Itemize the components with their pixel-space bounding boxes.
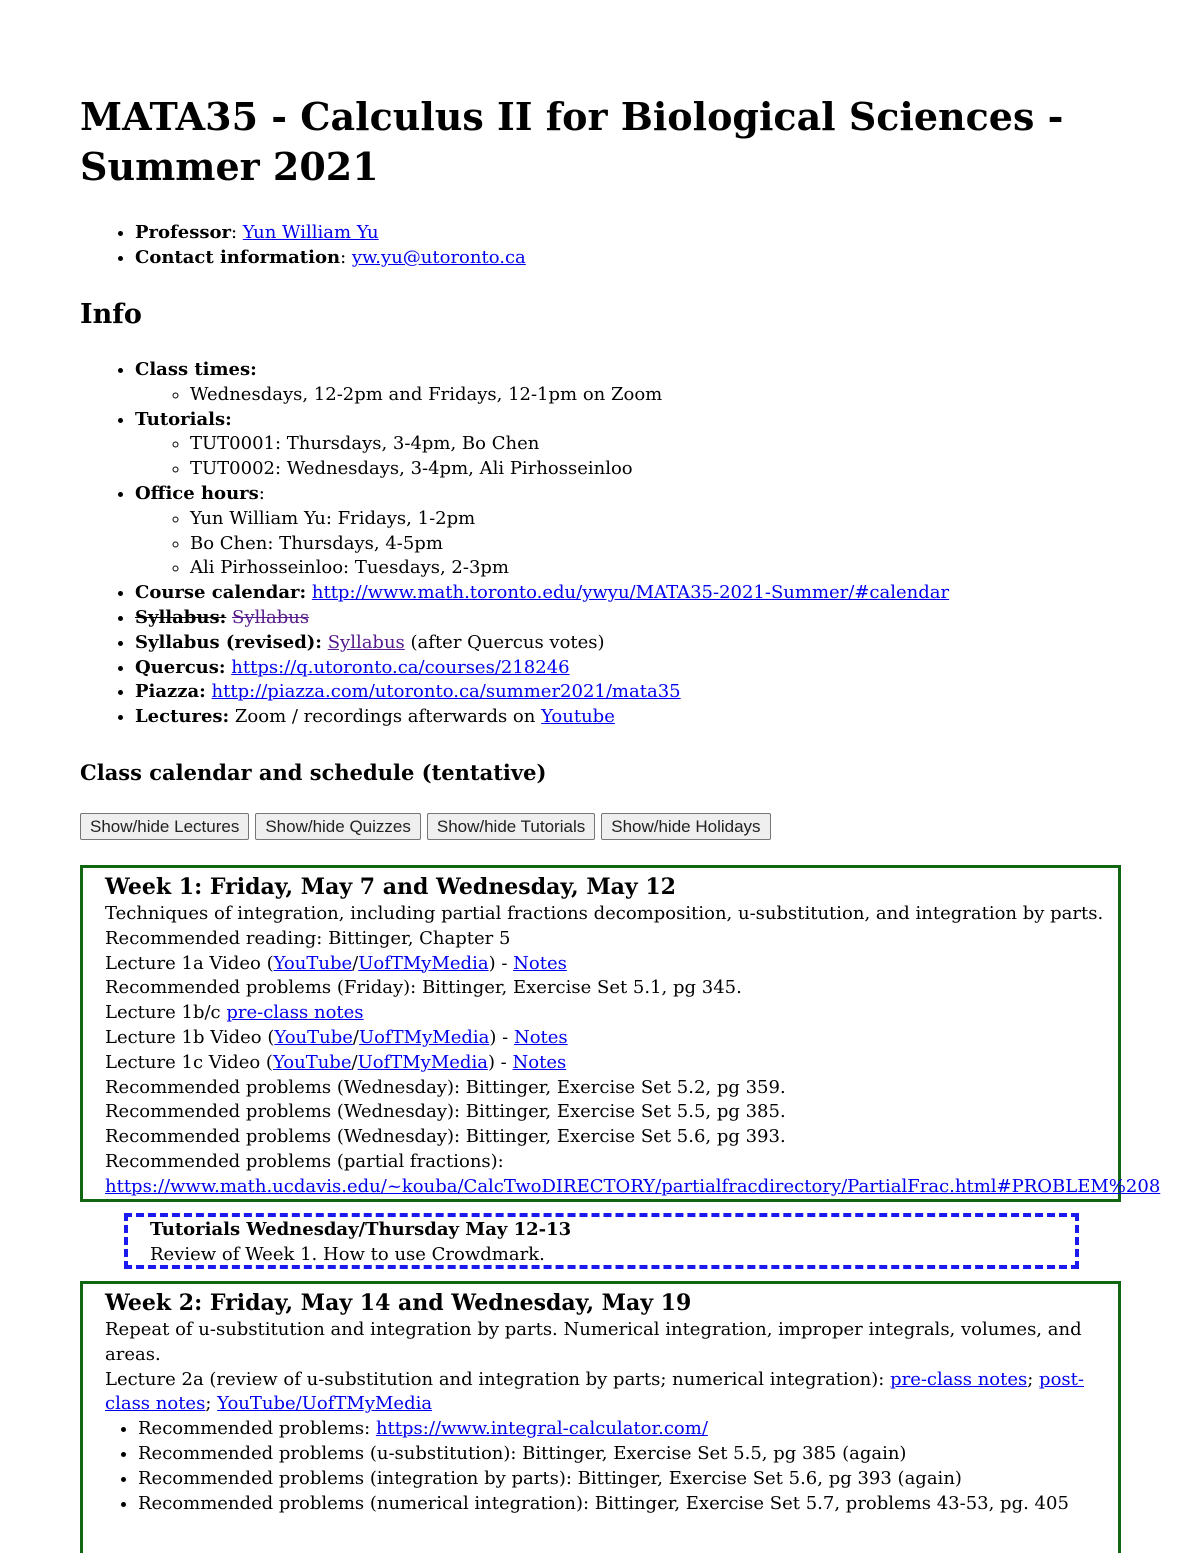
partial-fractions-link[interactable]: https://www.math.ucdavis.edu/~kouba/CalcTwoDIRECTORY/partialfracdirectory/PartialFrac.html#PROBLEM%208 bbox=[105, 1175, 1161, 1197]
tutorial-text: Review of Week 1. How to use Crowdmark. bbox=[150, 1243, 545, 1265]
lecture-1a-row: Lecture 1a Video (YouTube/UofTMyMedia) - Notes bbox=[105, 952, 567, 974]
toggle-holidays-button[interactable]: Show/hide Holidays bbox=[601, 813, 770, 840]
week-1-card bbox=[80, 865, 1161, 1202]
list-item bbox=[135, 408, 1200, 482]
youtube-mymedia-link[interactable]: YouTube/UofTMyMedia bbox=[217, 1393, 433, 1415]
lecture-1bc-row bbox=[105, 1001, 1118, 1026]
mymedia-link[interactable]: UofTMyMedia bbox=[358, 952, 489, 974]
office-hours-item: ◦ Ali Pirhosseinloo: Tuesdays, 2-3pm bbox=[190, 556, 1200, 581]
lectures-label: Lectures: bbox=[135, 706, 230, 728]
lecture-1bc-label: Lecture 1b/c bbox=[105, 1002, 221, 1024]
syllabus-note: (after Quercus votes) bbox=[410, 631, 605, 653]
calendar-label: Course calendar: bbox=[135, 582, 307, 604]
mymedia-link[interactable]: UofTMyMedia bbox=[357, 1051, 488, 1073]
office-hours-label: Office hours bbox=[135, 482, 259, 504]
integral-calculator-link[interactable]: https://www.integral-calculator.com/ bbox=[375, 1418, 708, 1440]
youtube-link[interactable]: YouTube bbox=[274, 1026, 353, 1048]
youtube-link[interactable]: Youtube bbox=[541, 706, 615, 728]
list-item bbox=[135, 606, 1200, 631]
mymedia-link[interactable]: UofTMyMedia bbox=[359, 1026, 490, 1048]
lectures-text: Zoom / recordings afterwards on bbox=[234, 706, 536, 728]
toggle-lectures-button[interactable]: Show/hide Lectures bbox=[80, 813, 249, 840]
problems-partial-label: Recommended problems (partial fractions): bbox=[105, 1150, 504, 1172]
preclass-notes-link[interactable]: pre-class notes bbox=[890, 1368, 1028, 1390]
toggle-quizzes-button[interactable]: Show/hide Quizzes bbox=[255, 813, 421, 840]
partial-fractions-row bbox=[105, 1175, 1161, 1200]
list-item bbox=[138, 1417, 1118, 1442]
schedule-heading: Class calendar and schedule (tentative) bbox=[80, 760, 547, 785]
piazza-link[interactable]: http://piazza.com/utoronto.ca/summer2021/mata35 bbox=[211, 681, 681, 703]
lecture-1a-label: Lecture 1a Video ( bbox=[105, 952, 274, 974]
tutorial-title: Tutorials Wednesday/Thursday May 12-13 bbox=[150, 1219, 572, 1240]
list-item bbox=[135, 581, 1200, 606]
tutorials-label: Tutorials: bbox=[135, 408, 232, 430]
week-1-reading: Recommended reading: Bittinger, Chapter 5 bbox=[105, 927, 511, 949]
piazza-label: Piazza: bbox=[135, 681, 206, 703]
list-item: • Contact information: yw.yu@utoronto.ca bbox=[135, 245, 526, 270]
list-item bbox=[135, 358, 1200, 408]
calendar-link[interactable]: http://www.math.toronto.edu/ywyu/MATA35-2021-Summer/#calendar bbox=[311, 582, 950, 604]
list-item: • Office hours: ◦ Yun William Yu: Fridays, 1-2pm ◦ Bo Chen: Thursdays, 4-5pm ◦ Ali Pirhosseinloo: Tuesdays, 2-3pm bbox=[135, 482, 1200, 581]
lecture-2a-row: Lecture 2a (review of u-substitution and integration by parts; numerical integration): pre-class notes; post-class notes; YouTube/UofTMyMedia bbox=[105, 1368, 1084, 1415]
page-title: MATA35 - Calculus II for Biological Sciences - Summer 2021 bbox=[80, 94, 1064, 189]
toggle-buttons bbox=[80, 813, 771, 840]
quercus-link[interactable]: https://q.utoronto.ca/courses/218246 bbox=[231, 656, 570, 678]
syllabus-old-link[interactable]: Syllabus bbox=[231, 606, 310, 628]
contact-label: Contact information bbox=[135, 247, 341, 268]
tutorial-item: ◦ TUT0001: Thursdays, 3-4pm, Bo Chen bbox=[190, 432, 1200, 457]
week-2-description: Repeat of u-substitution and integration by parts. Numerical integration, improper integrals, volumes, and areas. bbox=[105, 1319, 1082, 1365]
notes-link[interactable]: Notes bbox=[513, 1026, 568, 1048]
info-list bbox=[80, 358, 1200, 730]
office-hours-item: ◦ Yun William Yu: Fridays, 1-2pm bbox=[190, 507, 1200, 532]
professor-link[interactable]: Yun William Yu bbox=[242, 222, 379, 243]
list-item: • Recommended problems (integration by parts): Bittinger, Exercise Set 5.6, pg 393 (again) bbox=[138, 1467, 1118, 1492]
problems-wednesday: Recommended problems (Wednesday): Bittinger, Exercise Set 5.2, pg 359. bbox=[105, 1076, 786, 1098]
info-heading: Info bbox=[80, 299, 142, 330]
syllabus-revised-label: Syllabus (revised): bbox=[135, 631, 322, 653]
professor-label: Professor bbox=[135, 222, 231, 243]
contact-list bbox=[80, 220, 526, 270]
preclass-notes-link[interactable]: pre-class notes bbox=[226, 1002, 364, 1024]
problems-friday: Recommended problems (Friday): Bittinger, Exercise Set 5.1, pg 345. bbox=[105, 977, 742, 999]
list-item: • Recommended problems (u-substitution): Bittinger, Exercise Set 5.5, pg 385 (again) bbox=[138, 1442, 1118, 1467]
lecture-2a-label: Lecture 2a (review of u-substitution and integration by parts; numerical integration): bbox=[105, 1368, 885, 1390]
class-times-value: ◦ Wednesdays, 12-2pm and Fridays, 12-1pm on Zoom bbox=[190, 383, 1200, 408]
list-item: • Recommended problems (numerical integration): Bittinger, Exercise Set 5.7, problems 43-53, pg. 405 bbox=[138, 1492, 1118, 1517]
problems-wednesday: Recommended problems (Wednesday): Bittinger, Exercise Set 5.6, pg 393. bbox=[105, 1126, 786, 1148]
postclass-notes-link[interactable]: post-class notes bbox=[105, 1368, 1084, 1415]
list-item: • Professor: Yun William Yu bbox=[135, 220, 526, 245]
lecture-1c-label: Lecture 1c Video ( bbox=[105, 1051, 273, 1073]
email-link[interactable]: yw.yu@utoronto.ca bbox=[351, 247, 526, 268]
week-2-problems bbox=[105, 1417, 1118, 1516]
syllabus-revised-link[interactable]: Syllabus bbox=[327, 631, 405, 653]
youtube-link[interactable]: YouTube bbox=[272, 1051, 352, 1073]
list-item bbox=[135, 705, 1200, 730]
week-2-card bbox=[80, 1281, 1121, 1553]
notes-link[interactable]: Notes bbox=[512, 1051, 567, 1073]
list-item bbox=[135, 680, 1200, 705]
problems-wednesday: Recommended problems (Wednesday): Bittinger, Exercise Set 5.5, pg 385. bbox=[105, 1101, 786, 1123]
list-item bbox=[135, 631, 1200, 656]
toggle-tutorials-button[interactable]: Show/hide Tutorials bbox=[427, 813, 595, 840]
lecture-1c-row: Lecture 1c Video (YouTube/UofTMyMedia) - Notes bbox=[105, 1051, 567, 1073]
lecture-1b-label: Lecture 1b Video ( bbox=[105, 1026, 275, 1048]
lecture-1b-row: Lecture 1b Video (YouTube/UofTMyMedia) - Notes bbox=[105, 1026, 568, 1048]
week-2-title: Week 2: Friday, May 14 and Wednesday, May 19 bbox=[105, 1290, 692, 1316]
notes-link[interactable]: Notes bbox=[513, 952, 567, 974]
office-hours-item: ◦ Bo Chen: Thursdays, 4-5pm bbox=[190, 532, 1200, 557]
quercus-label: Quercus: bbox=[135, 656, 226, 678]
tutorial-card bbox=[124, 1213, 1079, 1269]
syllabus-old-label: Syllabus: bbox=[135, 606, 227, 628]
youtube-link[interactable]: YouTube bbox=[273, 952, 353, 974]
week-1-title: Week 1: Friday, May 7 and Wednesday, May 12 bbox=[105, 874, 676, 900]
class-times-label: Class times: bbox=[135, 359, 257, 380]
tutorial-item: ◦ TUT0002: Wednesdays, 3-4pm, Ali Pirhosseinloo bbox=[190, 457, 1200, 482]
list-item bbox=[135, 656, 1200, 681]
week-1-description: Techniques of integration, including partial fractions decomposition, u-substitution, and integration by parts. bbox=[105, 903, 1104, 924]
rec-label: Recommended problems: bbox=[138, 1418, 371, 1440]
